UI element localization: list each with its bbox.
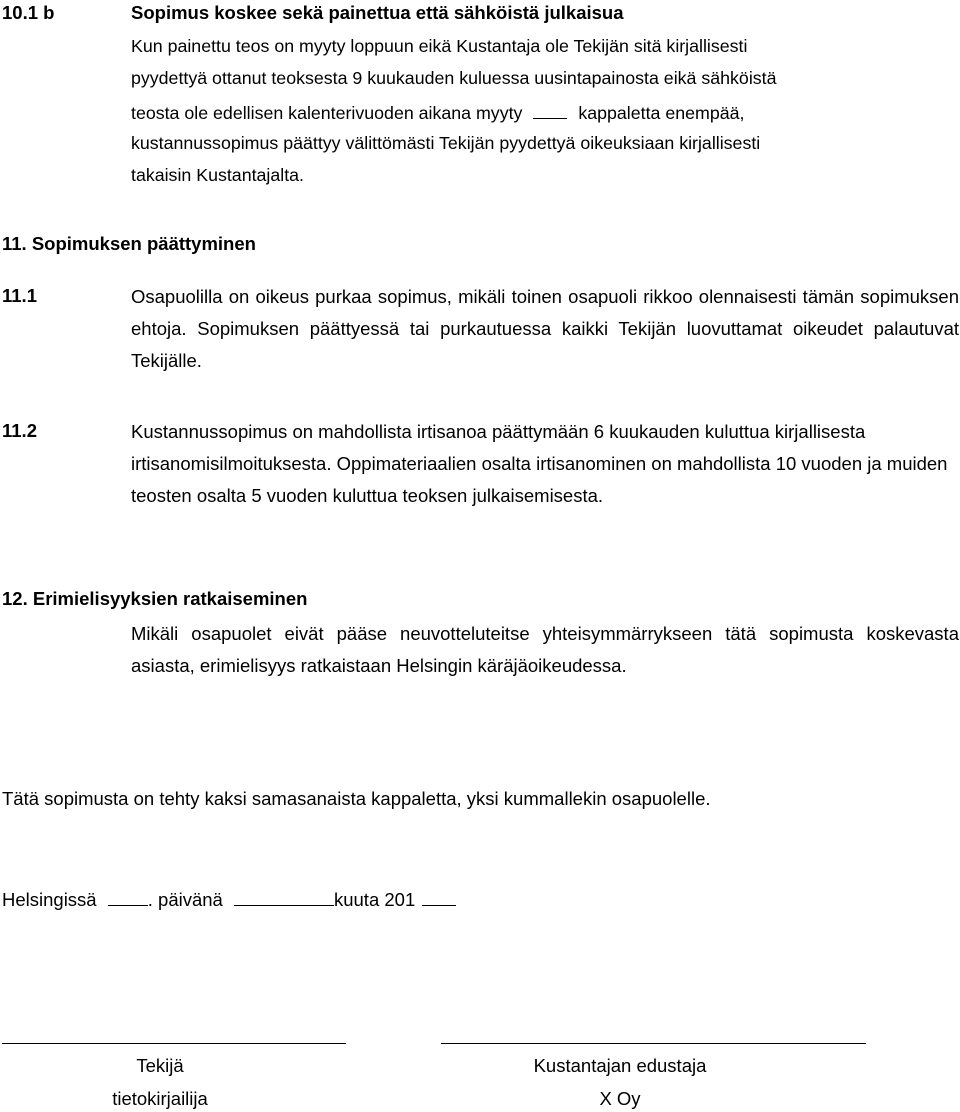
section-heading-11: 11. Sopimuksen päättyminen bbox=[2, 233, 256, 254]
place-label: Helsingissä bbox=[2, 889, 97, 910]
signature-subtitle-left: tietokirjailija bbox=[112, 1088, 208, 1109]
paragraph-line: Kun painettu teos on myyty loppuun eikä Kustantaja ole Tekijän sitä kirjallisesti bbox=[131, 36, 748, 56]
paragraph-line: kustannussopimus päättyy välittömästi Tekijän pyydettyä oikeuksiaan kirjallisesti bbox=[131, 133, 761, 153]
place-date-line bbox=[2, 887, 456, 911]
section-heading-12: 12. Erimielisyyksien ratkaiseminen bbox=[2, 588, 308, 609]
paragraph-text: teosta ole edellisen kalenterivuoden aikana myyty bbox=[131, 103, 523, 123]
item-number-11-1: 11.1 bbox=[2, 285, 37, 306]
signature-title-left: Tekijä bbox=[136, 1055, 184, 1076]
copies-statement: Tätä sopimusta on tehty kaksi samasanaista kappaletta, yksi kummallekin osapuolelle. bbox=[2, 788, 711, 809]
paragraph-line bbox=[131, 100, 744, 124]
paragraph-text: kappaletta enempää, bbox=[578, 103, 745, 123]
signature-line-left bbox=[2, 1043, 346, 1044]
day-suffix: . päivänä bbox=[147, 889, 223, 910]
item-text-11-1: Osapuolilla on oikeus purkaa sopimus, mikäli toinen osapuoli rikkoo olennaisesti tämän sopimuksen ehtoja. Sopimuksen päättyessä tai purkautuessa kaikki Tekijän luovuttamat oikeudet palautuvat Tekijälle. bbox=[131, 286, 959, 371]
month-blank bbox=[234, 887, 334, 906]
item-text-11-2: Kustannussopimus on mahdollista irtisanoa päättymään 6 kuukauden kuluttua kirjallisesta irtisanomisilmoituksesta. Oppimateriaalien osalta irtisanominen on mahdollista 10 vuoden ja muiden teosten osalta 5 vuoden kuluttua teoksen julkaisemisesta. bbox=[131, 421, 948, 506]
day-blank bbox=[108, 887, 148, 906]
paragraph-line: takaisin Kustantajalta. bbox=[131, 165, 304, 185]
signature-line-right bbox=[441, 1043, 866, 1044]
fill-in-blank bbox=[533, 100, 567, 119]
month-suffix: kuuta 201 bbox=[333, 889, 416, 910]
section-text-12: Mikäli osapuolet eivät pääse neuvotteluteitse yhteisymmärrykseen tätä sopimusta koskevasta asiasta, erimielisyys ratkaistaan Helsingin käräjäoikeudessa. bbox=[131, 623, 959, 676]
section-number-10-1b: 10.1 b bbox=[2, 2, 55, 23]
signature-subtitle-right: X Oy bbox=[599, 1088, 641, 1109]
section-heading-10-1b: Sopimus koskee sekä painettua että sähköistä julkaisua bbox=[131, 2, 624, 23]
signature-title-right: Kustantajan edustaja bbox=[533, 1055, 707, 1076]
item-number-11-2: 11.2 bbox=[2, 420, 37, 441]
paragraph-line: pyydettyä ottanut teoksesta 9 kuukauden kuluessa uusintapainosta eikä sähköistä bbox=[131, 68, 777, 88]
year-blank bbox=[422, 887, 456, 906]
